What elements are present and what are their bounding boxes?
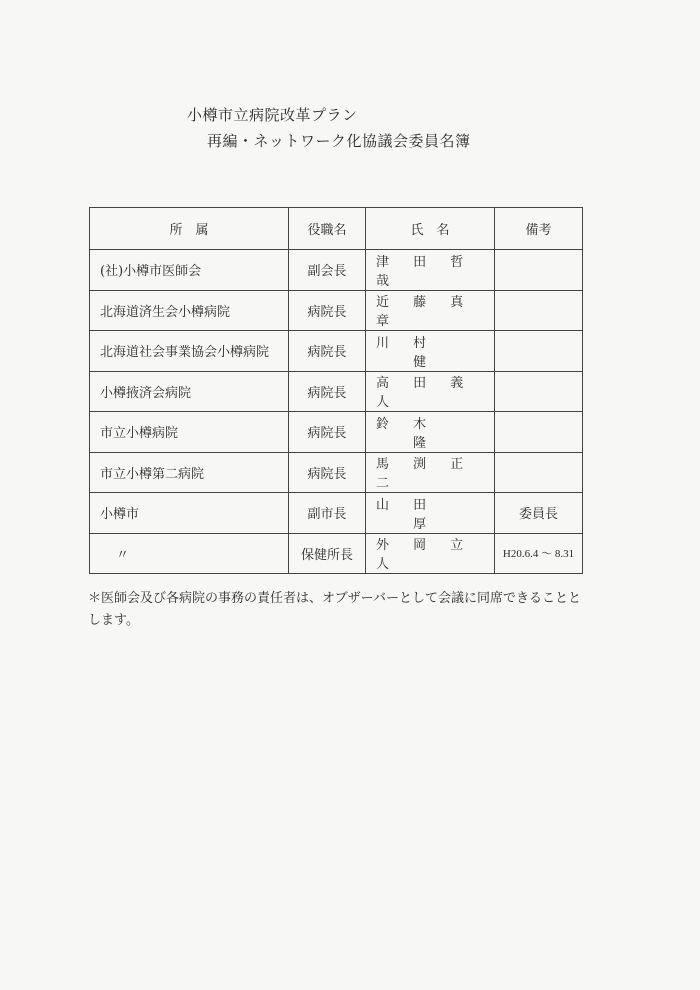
- cell-name: 津 田 哲 哉: [366, 250, 495, 291]
- cell-remarks: [495, 452, 583, 493]
- cell-name: 馬 渕 正 二: [366, 452, 495, 493]
- cell-name: 高 田 義 人: [366, 371, 495, 412]
- cell-remarks: [495, 412, 583, 453]
- cell-name: 近 藤 真 章: [366, 290, 495, 331]
- cell-affiliation: 市立小樽第二病院: [90, 452, 289, 493]
- header-affiliation: 所 属: [90, 208, 289, 250]
- cell-remarks: [495, 250, 583, 291]
- table-row: [90, 331, 583, 372]
- cell-affiliation: 北海道社会事業協会小樽病院: [90, 331, 289, 372]
- table-row: [90, 250, 583, 291]
- table-row: [90, 371, 583, 412]
- cell-position: 副会長: [289, 250, 366, 291]
- cell-name: 鈴 木 隆: [366, 412, 495, 453]
- cell-position: 副市長: [289, 493, 366, 534]
- cell-affiliation: 小樽市: [90, 493, 289, 534]
- cell-affiliation: (社)小樽市医師会: [90, 250, 289, 291]
- cell-remarks: H20.6.4 ～ 8.31: [495, 533, 583, 574]
- header-remarks: 備考: [495, 208, 583, 250]
- cell-position: 病院長: [289, 412, 366, 453]
- cell-remarks: [495, 331, 583, 372]
- cell-remarks: [495, 290, 583, 331]
- cell-position: 病院長: [289, 290, 366, 331]
- footnote: ＊医師会及び各病院の事務の責任者は、オブザーバーとして会議に同席できることとします。: [88, 591, 581, 628]
- table-row: [90, 533, 583, 574]
- table-row: [90, 290, 583, 331]
- cell-position: 病院長: [289, 331, 366, 372]
- cell-position: 病院長: [289, 452, 366, 493]
- table-row: [90, 412, 583, 453]
- cell-position: 病院長: [289, 371, 366, 412]
- committee-member-table: [89, 207, 583, 574]
- cell-name: 外 岡 立 人: [366, 533, 495, 574]
- cell-affiliation: 〃: [90, 533, 289, 574]
- cell-remarks: 委員長: [495, 493, 583, 534]
- cell-affiliation: 北海道済生会小樽病院: [90, 290, 289, 331]
- cell-affiliation: 小樽掖済会病院: [90, 371, 289, 412]
- cell-name: 川 村 健: [366, 331, 495, 372]
- cell-position: 保健所長: [289, 533, 366, 574]
- table-header-row: [90, 208, 583, 250]
- table-row: [90, 493, 583, 534]
- cell-remarks: [495, 371, 583, 412]
- cell-name: 山 田 厚: [366, 493, 495, 534]
- document-title: 小樽市立病院改革プラン: [187, 106, 358, 124]
- table-row: [90, 452, 583, 493]
- header-position: 役職名: [289, 208, 366, 250]
- cell-affiliation: 市立小樽病院: [90, 412, 289, 453]
- document-subtitle: 再編・ネットワーク化協議会委員名簿: [207, 132, 471, 150]
- header-name: 氏 名: [366, 208, 495, 250]
